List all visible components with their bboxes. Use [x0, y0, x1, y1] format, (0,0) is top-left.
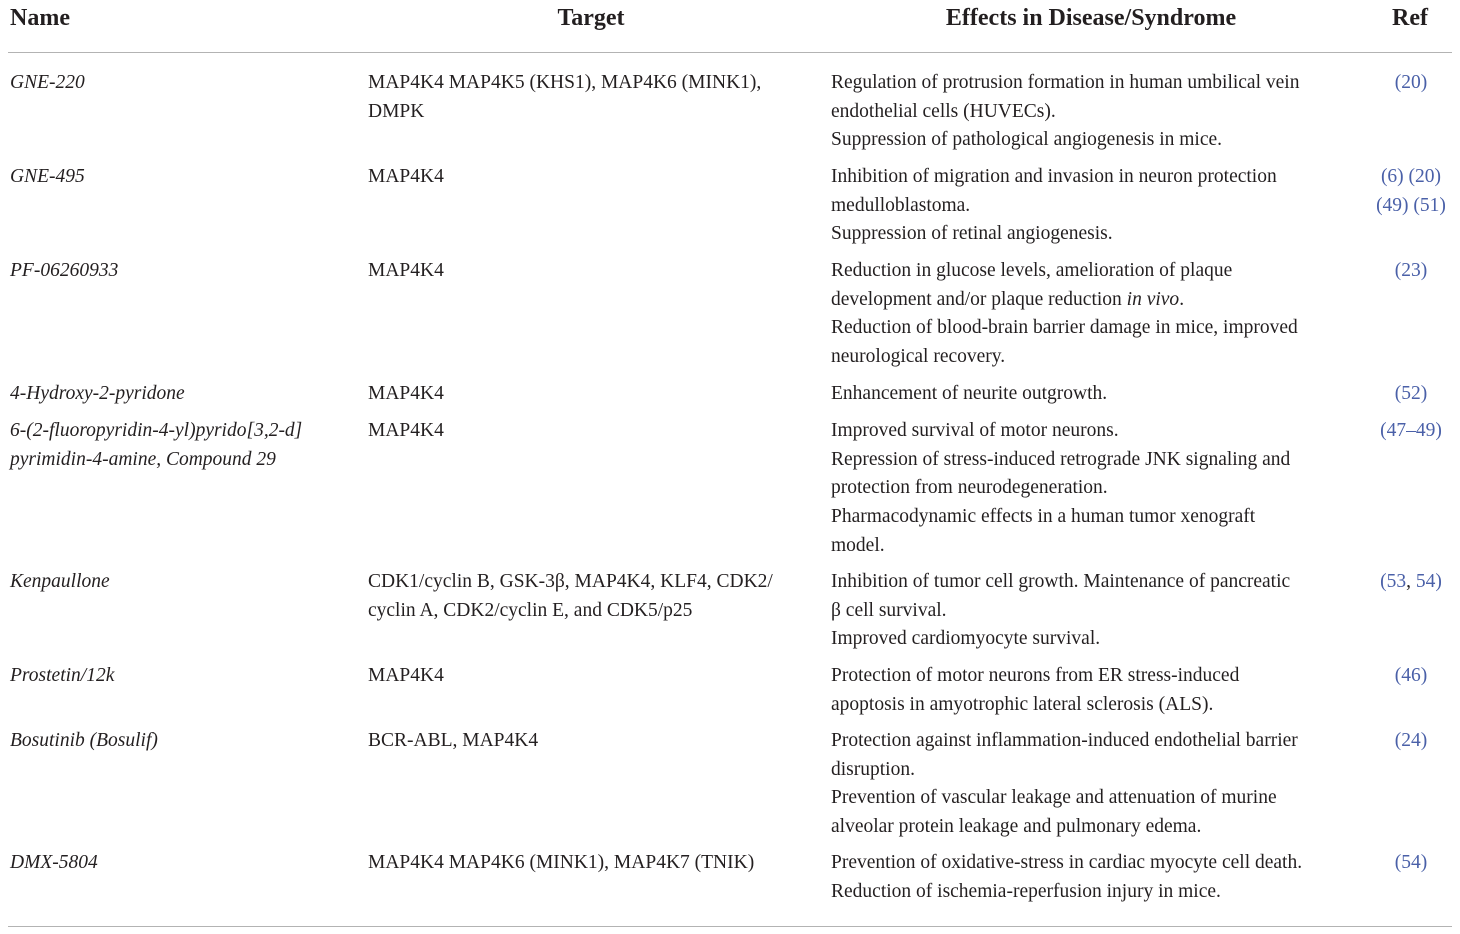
ref-link[interactable]: (49) (51) — [1376, 194, 1446, 216]
cell-ref: (47–49) — [1380, 420, 1442, 441]
cell-effects: Reduction in glucose levels, amelioration of plaque development and/or plaque reduction in vivo. Reduction of blood-brain barrier damage in mice, improved neurological recovery. — [831, 260, 1298, 368]
table-bottom-rule — [8, 926, 1452, 927]
ref-link[interactable]: (24) — [1394, 730, 1428, 751]
cell-name: GNE-495 — [10, 166, 85, 187]
header-effects: Effects in Disease/Syndrome — [945, 5, 1237, 31]
cell-effects: Regulation of protrusion formation in human umbilical vein endothelial cells (HUVECs). Suppression of pathological angiogenesis in mice. — [831, 72, 1300, 151]
cell-name: Bosutinib (Bosulif) — [10, 730, 158, 751]
cell-effects: Protection of motor neurons from ER stress-induced apoptosis in amyotrophic lateral sclerosis (ALS). — [831, 665, 1240, 715]
cell-target: MAP4K4 MAP4K6 (MINK1), MAP4K7 (TNIK) — [368, 852, 755, 873]
cell-effects: Improved survival of motor neurons. Repression of stress-induced retrograde JNK signaling and protection from neurodegeneration. Pharmacodynamic effects in a human tumor xenograft model. — [831, 420, 1291, 556]
compound-table — [8, 0, 1452, 902]
ref-link[interactable]: (20) — [1394, 72, 1428, 93]
cell-target: MAP4K4 — [368, 166, 444, 187]
cell-target: BCR-ABL, MAP4K4 — [368, 730, 539, 751]
header-target: Target — [557, 5, 625, 31]
cell-effects: Enhancement of neurite outgrowth. — [831, 383, 1108, 404]
cell-ref: (53, 54) — [1380, 571, 1442, 592]
ref-link[interactable]: (47 — [1380, 420, 1407, 441]
cell-ref — [1370, 380, 1452, 409]
cell-target: MAP4K4 MAP4K5 (KHS1), MAP4K6 (MINK1), DMPK — [368, 72, 762, 122]
ref-link[interactable]: 54) — [1415, 571, 1442, 592]
cell-effects: Inhibition of tumor cell growth. Maintenance of pancreatic β cell survival. Improved cardiomyocyte survival. — [831, 571, 1291, 650]
cell-target: MAP4K4 — [368, 420, 444, 441]
cell-effects: Prevention of oxidative-stress in cardiac myocyte cell death. Reduction of ischemia-reperfusion injury in mice. — [831, 852, 1303, 902]
ref-link[interactable]: (23) — [1394, 260, 1428, 281]
header-name: Name — [10, 5, 70, 31]
cell-ref — [1370, 662, 1452, 691]
cell-effects: Protection against inflammation-induced endothelial barrier disruption. Prevention of vascular leakage and attenuation of murine alveolar protein leakage and pulmonary edema. — [831, 730, 1298, 838]
ref-link[interactable]: (6) (20) — [1380, 166, 1442, 187]
cell-target: MAP4K4 — [368, 665, 444, 686]
cell-ref — [1370, 163, 1452, 220]
cell-target: CDK1/cyclin B, GSK-3β, MAP4K4, KLF4, CDK2/ cyclin A, CDK2/cyclin E, and CDK5/p25 — [368, 571, 773, 621]
cell-target: MAP4K4 — [368, 260, 444, 281]
header-ref: Ref — [1392, 5, 1428, 31]
ref-link[interactable]: 49) — [1415, 420, 1442, 441]
cell-name: PF-06260933 — [10, 260, 119, 281]
cell-name: GNE-220 — [10, 72, 85, 93]
cell-name: 4-Hydroxy-2-pyridone — [10, 383, 185, 404]
table-header — [8, 0, 1452, 53]
ref-link[interactable]: (52) — [1394, 383, 1428, 404]
cell-ref — [1370, 69, 1452, 98]
cell-ref — [1370, 257, 1452, 286]
ref-link[interactable]: (46) — [1394, 665, 1428, 686]
cell-target: MAP4K4 — [368, 383, 444, 404]
cell-effects: Inhibition of migration and invasion in neuron protection medulloblastoma. Suppression of retinal angiogenesis. — [831, 166, 1277, 245]
cell-name: Prostetin/12k — [10, 665, 115, 686]
cell-ref — [1370, 727, 1452, 756]
cell-name: 6-(2-fluoropyridin-4-yl)pyrido[3,2-d] pyrimidin-4-amine, Compound 29 — [10, 420, 303, 470]
cell-name: DMX-5804 — [10, 852, 98, 873]
cell-name: Kenpaullone — [10, 571, 110, 592]
cell-ref — [1370, 849, 1452, 878]
ref-link[interactable]: (53 — [1380, 571, 1407, 592]
ref-link[interactable]: (54) — [1394, 852, 1428, 873]
